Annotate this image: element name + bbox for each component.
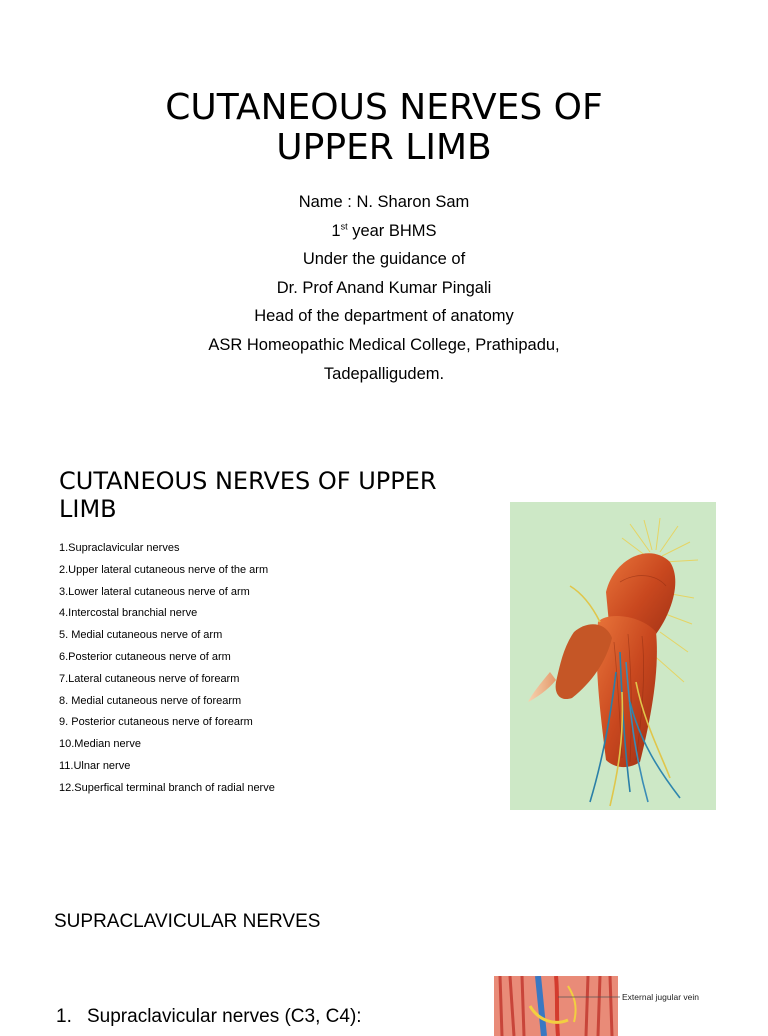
arm-muscle-illustration [510,502,716,810]
neck-vessels-illustration [438,976,698,1036]
list-item: 1.Supraclavicular nerves [59,542,180,554]
slide-title: CUTANEOUS NERVES OF UPPER LIMB [59,467,437,523]
guide-name: Dr. Prof Anand Kumar Pingali [276,278,492,297]
list-item: 9. Posterior cutaneous nerve of forearm [59,716,253,729]
college-line-1: ASR Homeopathic Medical College, Prathipadu, [208,335,560,354]
list-item: 10.Median nerve [59,738,141,751]
list-item: 4.Intercostal branchial nerve [59,607,198,620]
list-item: 6.Posterior cutaneous nerve of arm [59,650,231,663]
list-item: 2.Upper lateral cutaneous nerve of the arm [59,563,269,576]
nerve-list [59,539,275,801]
author-name: Name : N. Sharon Sam [298,193,470,211]
presentation-title [0,88,768,168]
title-line-1: CUTANEOUS NERVES OF [165,87,603,128]
supraclavicular-slide [0,860,768,1027]
slide-title: SUPRACLAVICULAR NERVES [54,911,321,932]
upper-limb-anatomy-illustration [510,502,716,810]
author-details [0,188,768,388]
list-item: 7.Lateral cutaneous nerve of forearm [59,672,240,685]
list-item: 8. Medial cutaneous nerve of forearm [59,694,242,707]
list-item: 3.Lower lateral cutaneous nerve of arm [59,585,250,598]
vein-label: External jugular vein [622,992,700,1002]
guide-position: Head of the department of anatomy [254,307,514,326]
title-line-2: UPPER LIMB [276,127,492,168]
college-line-2: Tadepalligudem. [323,364,445,383]
list-item: 5. Medial cutaneous nerve of arm [59,629,223,642]
guidance-label: Under the guidance of [302,250,466,269]
title-slide [0,0,768,440]
nerve-list-slide [0,440,768,860]
neck-anatomy-illustration [438,976,698,1036]
list-item: 11.Ulnar nerve [59,759,131,772]
author-year: 1st year BHMS [331,221,437,240]
list-item: 1. Supraclavicular nerves (C3, C4): [56,1006,362,1027]
list-item: 12.Superfical terminal branch of radial nerve [59,781,275,794]
